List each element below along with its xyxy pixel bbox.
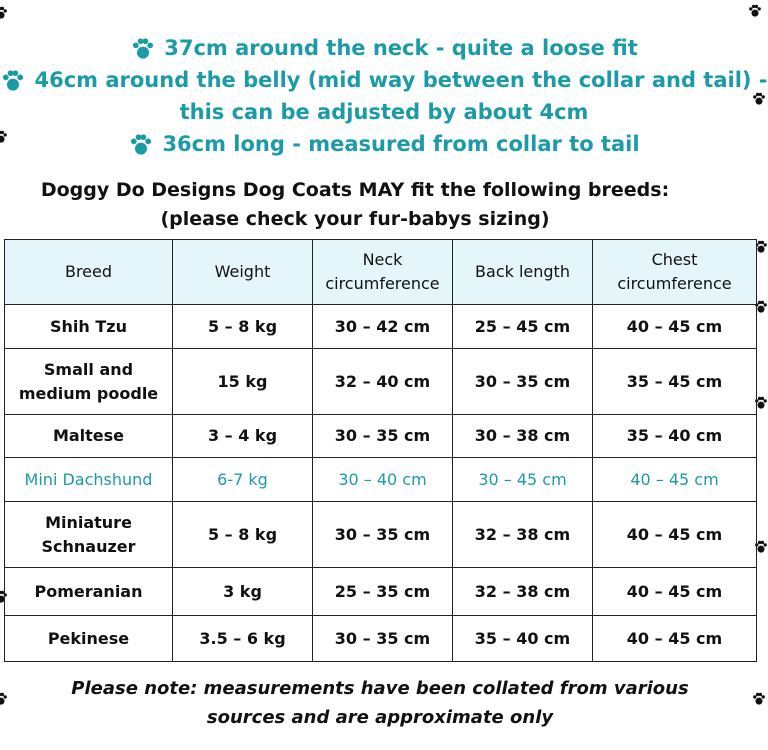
paw-print-icon: [0, 6, 8, 20]
back-cell: 35 – 40 cm: [453, 616, 593, 662]
paw-print-icon: [128, 133, 154, 157]
note-line: sources and are approximate only: [206, 707, 554, 728]
breed-cell: Small and medium poodle: [5, 349, 173, 415]
paw-print-icon: [748, 4, 762, 18]
chest-cell: 35 – 40 cm: [593, 415, 757, 458]
feature-text: 36cm long - measured from collar to tail: [162, 132, 640, 156]
neck-measurement: [0, 32, 768, 64]
belly-measurement: [0, 64, 768, 96]
neck-cell: 25 – 35 cm: [313, 568, 453, 616]
table-row: [5, 415, 757, 458]
neck-cell: 30 – 35 cm: [313, 415, 453, 458]
neck-cell: 30 – 40 cm: [313, 458, 453, 502]
back-cell: 32 – 38 cm: [453, 502, 593, 568]
chest-cell: 40 – 45 cm: [593, 458, 757, 502]
coat-measurements: [0, 32, 768, 160]
back-cell: 25 – 45 cm: [453, 305, 593, 349]
back-cell: 32 – 38 cm: [453, 568, 593, 616]
heading-line: Doggy Do Designs Dog Coats MAY fit the following breeds:: [40, 179, 670, 201]
breed-size-table: [4, 239, 757, 662]
table-row: [5, 616, 757, 662]
table-row-highlighted: [5, 458, 757, 502]
neck-cell: 32 – 40 cm: [313, 349, 453, 415]
weight-cell: 3 kg: [173, 568, 313, 616]
weight-cell: 6-7 kg: [173, 458, 313, 502]
column-header: Breed: [5, 240, 173, 305]
feature-text: 37cm around the neck - quite a loose fit: [164, 36, 638, 60]
feature-text: this can be adjusted by about 4cm: [179, 100, 589, 124]
feature-text: 46cm around the belly (mid way between the collar and tail) -: [34, 68, 768, 92]
back-cell: 30 – 45 cm: [453, 458, 593, 502]
chest-cell: 40 – 45 cm: [593, 568, 757, 616]
column-header: Chest circumference: [593, 240, 757, 305]
column-header: Neck circumference: [313, 240, 453, 305]
neck-cell: 30 – 35 cm: [313, 616, 453, 662]
column-header: Weight: [173, 240, 313, 305]
column-header: Back length: [453, 240, 593, 305]
neck-cell: 30 – 42 cm: [313, 305, 453, 349]
table-row: [5, 502, 757, 568]
weight-cell: 15 kg: [173, 349, 313, 415]
note-line: Please note: measurements have been collated from various: [71, 678, 689, 699]
back-cell: 30 – 35 cm: [453, 349, 593, 415]
weight-cell: 3.5 – 6 kg: [173, 616, 313, 662]
breed-cell: Shih Tzu: [5, 305, 173, 349]
breed-cell: Pomeranian: [5, 568, 173, 616]
heading-subline: (please check your fur-babys sizing): [160, 208, 550, 230]
disclaimer-note: [0, 674, 760, 732]
chest-cell: 40 – 45 cm: [593, 616, 757, 662]
chest-cell: 35 – 45 cm: [593, 349, 757, 415]
breed-cell: Maltese: [5, 415, 173, 458]
table-row: [5, 305, 757, 349]
breed-heading: [0, 176, 710, 234]
paw-print-icon: [0, 69, 26, 93]
paw-print-icon: [130, 37, 156, 61]
table-header-row: [5, 240, 757, 305]
chest-cell: 40 – 45 cm: [593, 305, 757, 349]
length-measurement: [0, 128, 768, 160]
breed-cell: Miniature Schnauzer: [5, 502, 173, 568]
weight-cell: 5 – 8 kg: [173, 502, 313, 568]
belly-adjustment: [0, 96, 768, 128]
breed-cell: Pekinese: [5, 616, 173, 662]
weight-cell: 3 – 4 kg: [173, 415, 313, 458]
neck-cell: 30 – 35 cm: [313, 502, 453, 568]
chest-cell: 40 – 45 cm: [593, 502, 757, 568]
table-row: [5, 349, 757, 415]
weight-cell: 5 – 8 kg: [173, 305, 313, 349]
back-cell: 30 – 38 cm: [453, 415, 593, 458]
table-row: [5, 568, 757, 616]
breed-cell: Mini Dachshund: [5, 458, 173, 502]
